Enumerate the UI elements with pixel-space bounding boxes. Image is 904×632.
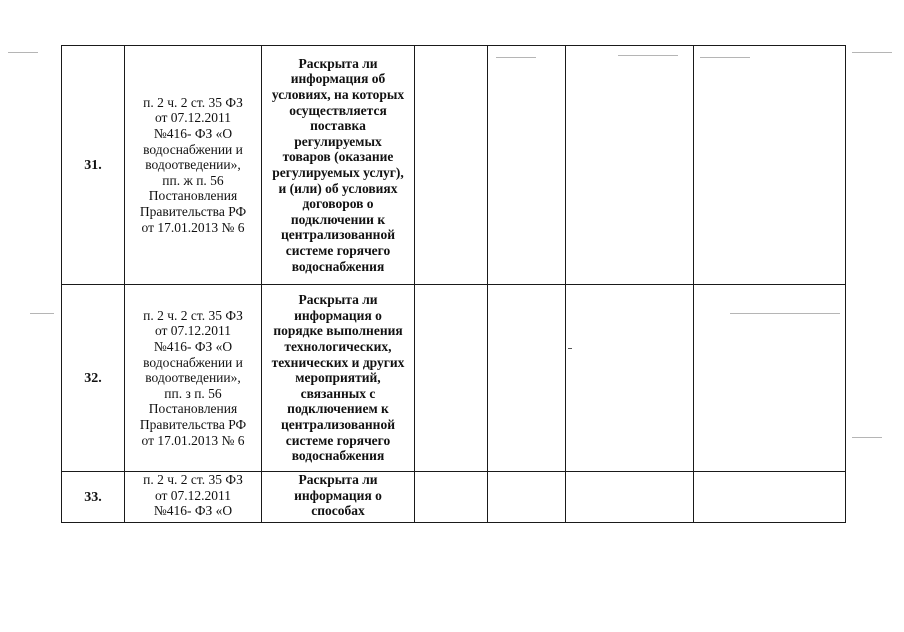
checklist-table	[61, 45, 846, 523]
scan-artifact	[8, 52, 38, 53]
legal-basis-text: п. 2 ч. 2 ст. 35 ФЗ от 07.12.2011 №416- ФЗ «О водоснабжении и водоотведении», пп. ж п. 56 Постановления Правительства РФ от 17.01.2013 № 6	[139, 94, 247, 235]
table-row	[62, 472, 846, 523]
row-number-cell	[62, 285, 125, 472]
empty-cell	[488, 472, 566, 523]
legal-basis-text: п. 2 ч. 2 ст. 35 ФЗ от 07.12.2011 №416- ФЗ «О водоснабжении и водоотведении», пп. з п. 56 Постановления Правительства РФ от 17.01.2013 № 6	[139, 307, 247, 448]
question-cell	[262, 285, 415, 472]
scan-artifact	[852, 437, 882, 438]
question-cell	[262, 472, 415, 523]
empty-cell	[566, 472, 694, 523]
question-text: Раскрыта ли информация о порядке выполнения технологических, технических и других мероприятий, связанных с подключением к централизованной системе горячего водоснабжения	[271, 292, 405, 464]
row-number-cell	[62, 46, 125, 285]
row-number: 33.	[84, 489, 102, 505]
scan-artifact	[30, 313, 54, 314]
table-row	[62, 285, 846, 472]
legal-basis-cell	[125, 472, 262, 523]
empty-cell	[488, 285, 566, 472]
row-number: 31.	[84, 157, 102, 173]
question-text: Раскрыта ли информация о способах	[294, 472, 382, 519]
scan-artifact	[568, 348, 572, 349]
empty-cell	[415, 472, 488, 523]
empty-cell	[566, 285, 694, 472]
empty-cell	[566, 46, 694, 285]
scan-artifact	[496, 57, 536, 58]
scan-artifact	[700, 57, 750, 58]
row-number-cell	[62, 472, 125, 523]
empty-cell	[415, 285, 488, 472]
question-text: Раскрыта ли информация об условиях, на которых осуществляется поставка регулируемых товаров (оказание регулируемых услуг), и (или) об условиях договоров о подключении к централизованной системе горячего водоснабжения	[271, 55, 405, 274]
empty-cell	[488, 46, 566, 285]
empty-cell	[415, 46, 488, 285]
scan-artifact	[730, 313, 840, 314]
scan-artifact	[618, 55, 678, 56]
question-cell	[262, 46, 415, 285]
empty-cell	[694, 472, 846, 523]
table-row	[62, 46, 846, 285]
legal-basis-cell	[125, 285, 262, 472]
legal-basis-cell	[125, 46, 262, 285]
empty-cell	[694, 46, 846, 285]
row-number: 32.	[84, 370, 102, 386]
scan-artifact	[852, 52, 892, 53]
legal-basis-text: п. 2 ч. 2 ст. 35 ФЗ от 07.12.2011 №416- ФЗ «О	[143, 472, 243, 519]
